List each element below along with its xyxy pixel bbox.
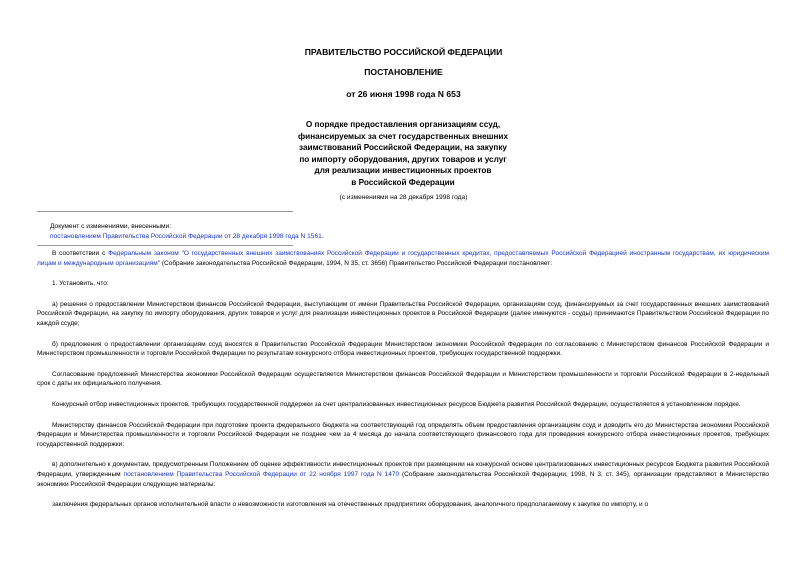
paragraph-text: в) дополнительно к документам, предусмотренным Положением об оценке эффективности инвестиционных проектов при размещении на конкурсной основе централизованных инвестиционных ресурсов Бюджета развития Российской Федерации, утвержденным	[37, 461, 769, 478]
history-tail: .	[321, 233, 324, 240]
paragraph-text: (Собрание законодательства Российской Федерации, 1994, N 35, ст. 3656) Правительство Российской Федерации постановляет:	[160, 259, 553, 267]
history-link[interactable]: постановлением Правительства Российской Федерации от 28 декабря 1998 года N 1561	[50, 233, 322, 240]
history-entry	[50, 232, 324, 242]
history-intro: Документ с изменениями, внесенными:	[50, 223, 172, 230]
history-divider-bottom	[37, 245, 293, 246]
title-line: в Российской Федерации	[351, 177, 455, 187]
document-date-number: от 26 июня 1998 года N 653	[346, 89, 461, 99]
title-line: заимствований Российской Федерации, на закупку	[299, 143, 507, 152]
resolution-link[interactable]: постановлением Правительства Российской Федерации от 22 ноября 1997 года N 1470	[123, 470, 400, 478]
changes-note: (с изменениями на 28 декабря 1998 года)	[339, 194, 468, 201]
document-type: ПОСТАНОВЛЕНИЕ	[364, 67, 443, 77]
body-paragraph	[37, 249, 769, 268]
paragraph-text: (Собрание законодательства Российской Федерации, 1998, N 3, ст. 345), организации представляют в Министерство экономики Российской Федерации следующие материалы:	[37, 470, 769, 488]
body-paragraph: 1. Установить, что:	[52, 280, 109, 288]
body-paragraph	[37, 460, 769, 489]
federal-law-link[interactable]: Федеральным законом "О государственных внешних заимствованиях Российской Федерации и государственных кредитах, предоставляемых Российской Федерацией иностранным государствам, их юридическим лицам и международным организациям"	[37, 250, 770, 267]
document-title	[253, 119, 553, 188]
body-paragraph: Согласование предложений Министерства экономики Российской Федерации осуществляется Министерством финансов Российской Федерации и Министерством промышленности и торговли Российской Федерации в 2-недельный срок с даты их официального получения.	[37, 370, 769, 388]
title-line: для реализации инвестиционных проектов	[314, 166, 492, 175]
title-line: финансируемых за счет государственных внешних	[298, 131, 508, 141]
body-paragraph: б) предложения о предоставлении организациям ссуд вносятся в Правительство Российской Федерации Министерством экономики Российской Федерации по согласованию с Министерством финансов Российской Федерации и Министерством промышленности и торговли Российской Федерации по результатам конкурсного отбора инвестиционных проектов, требующих государственной поддержки.	[37, 340, 769, 358]
paragraph-text: В соответствии с	[52, 250, 109, 257]
change-history	[50, 222, 324, 242]
body-paragraph: Министерству финансов Российской Федерации при подготовке проекта федерального бюджета на соответствующий год определять объем предоставления организациям ссуд и доводить его до Министерства экономики Российской Федерации и Министерства промышленности и торговли Российской Федерации не позднее чем за 4 месяца до начала соответствующего финансового года для проведения конкурсного отбора инвестиционных проектов, требующих государственной поддержки;	[37, 421, 769, 448]
document-body	[37, 249, 769, 510]
title-line: по импорту оборудования, других товаров и услуг	[299, 154, 507, 164]
title-line: О порядке предоставления организациям ссуд,	[305, 120, 501, 129]
history-divider-top	[37, 211, 293, 212]
government-heading: ПРАВИТЕЛЬСТВО РОССИЙСКОЙ ФЕДЕРАЦИИ	[304, 47, 503, 57]
body-paragraph: а) решения о предоставлении Министерством финансов Российской Федерации, выступающим от имени Правительства Российской Федерации, организациям ссуд, финансируемых за счет государственных внешних заимствований Российской Федерации, на закупку по импорту оборудования, других товаров и услуг для реализации инвестиционных проектов в Российской Федерации (далее именуются - ссуды) принимаются Правительством Российской Федерации по каждой ссуде;	[37, 300, 769, 327]
body-paragraph: заключения федеральных органов исполнительной власти о невозможности изготовления на отечественных предприятиях оборудования, аналогичного предполагаемому к закупке по импорту, и о	[52, 501, 649, 509]
body-paragraph: Конкурсный отбор инвестиционных проектов, требующих государственной поддержки за счет централизованных инвестиционных ресурсов Бюджета развития Российской Федерации, осуществляется в установленном порядке.	[52, 400, 741, 408]
